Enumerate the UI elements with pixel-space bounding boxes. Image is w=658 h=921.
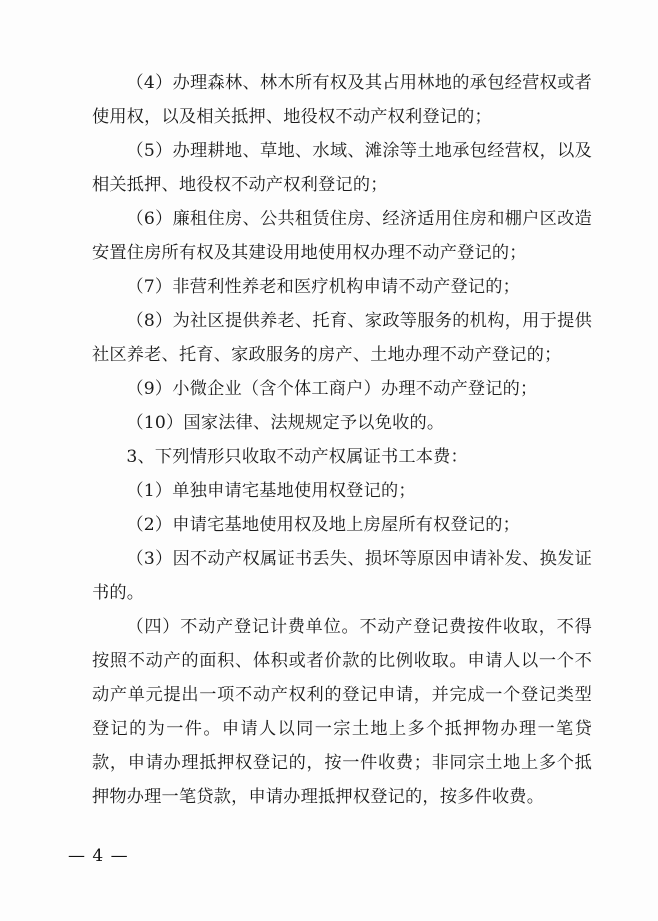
paragraph-sub-2: （2）申请宅基地使用权及地上房屋所有权登记的； bbox=[126, 515, 521, 535]
paragraph-item-10: （10）国家法律、法规规定予以免收的。 bbox=[126, 413, 445, 433]
paragraph-sub-1: （1）单独申请宅基地使用权登记的； bbox=[126, 481, 416, 501]
paragraph-item-7: （7）非营利性养老和医疗机构申请不动产登记的； bbox=[126, 277, 521, 297]
section-heading-3: 3、下列情形只收取不动产权属证书工本费： bbox=[126, 447, 468, 467]
document-body bbox=[92, 66, 592, 814]
paragraph-item-6: （6）廉租住房、公共租赁住房、经济适用住房和棚户区改造安置住房所有权及其建设用地使用权办理不动产登记的； bbox=[92, 209, 592, 263]
paragraph-section-4: （四）不动产登记计费单位。不动产登记费按件收取，不得按照不动产的面积、体积或者价款的比例收取。申请人以一个不动产单元提出一项不动产权利的登记申请，并完成一个登记类型登记的为一件。申请人以同一宗土地上多个抵押物办理一笔贷款，申请办理抵押权登记的，按一件收费；非同宗土地上多个抵押物办理一笔贷款，申请办理抵押权登记的，按多件收费。 bbox=[92, 617, 592, 807]
paragraph-item-5: （5）办理耕地、草地、水域、滩涂等土地承包经营权，以及相关抵押、地役权不动产权利登记的； bbox=[92, 141, 592, 195]
page-number: — 4 — bbox=[68, 846, 129, 866]
paragraph-item-4: （4）办理森林、林木所有权及其占用林地的承包经营权或者使用权，以及相关抵押、地役权不动产权利登记的； bbox=[92, 73, 592, 127]
paragraph-item-9: （9）小微企业（含个体工商户）办理不动产登记的； bbox=[126, 379, 538, 399]
paragraph-item-8: （8）为社区提供养老、托育、家政等服务的机构，用于提供社区养老、托育、家政服务的房产、土地办理不动产登记的； bbox=[92, 311, 592, 365]
paragraph-sub-3: （3）因不动产权属证书丢失、损坏等原因申请补发、换发证书的。 bbox=[92, 549, 592, 603]
